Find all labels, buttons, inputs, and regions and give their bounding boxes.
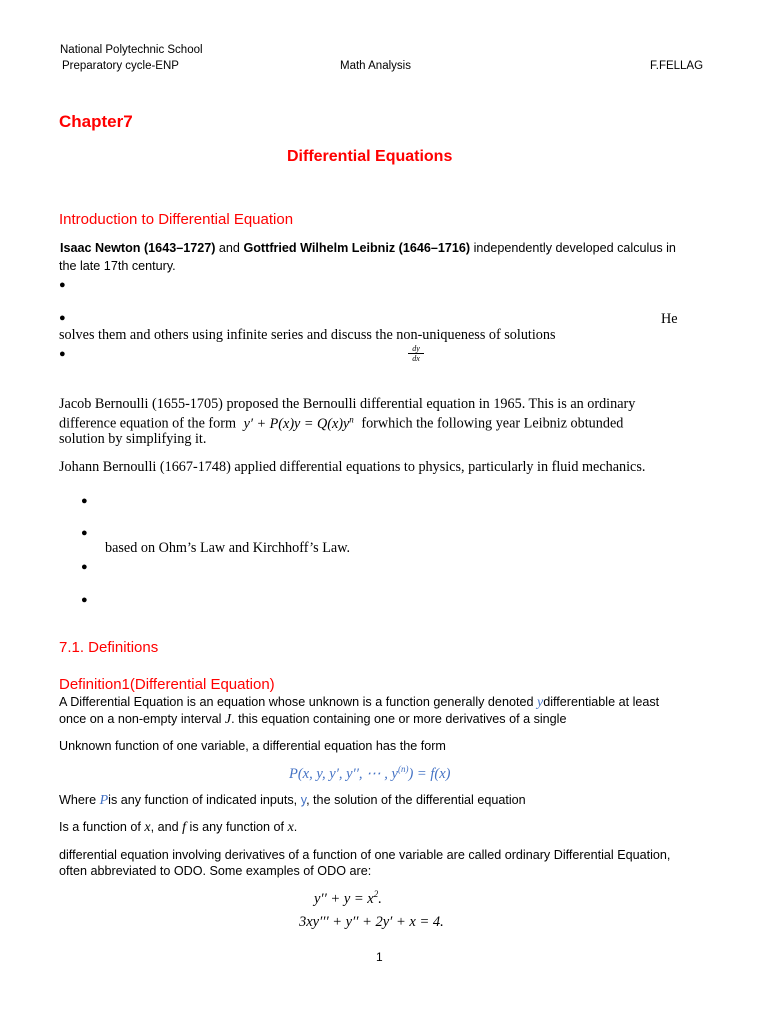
frac-den: dx <box>412 354 420 363</box>
func-d: . <box>293 820 298 834</box>
bullet-icon: ● <box>59 279 66 291</box>
ode-line2: often abbreviated to ODO. Some examples of ODO are: <box>59 864 372 878</box>
series-line: solves them and others using infinite series and discuss the non-uniqueness of solutions <box>59 327 556 343</box>
definition1-title: Definition1(Differential Equation) <box>59 676 275 693</box>
bernoulli-equation: $y' + P(x)y = Q(x)y^n$ <box>243 414 354 432</box>
leibniz-name: Gottfried Wilhelm Leibniz (1646–1716) <box>243 241 471 255</box>
johann-line: Johann Bernoulli (1667-1748) applied differential equations to physics, particularly in fluid mechanics. <box>59 459 646 475</box>
chapter-label: Chapter7 <box>59 112 133 131</box>
x-symbol: x <box>144 820 151 835</box>
f-symbol: f <box>182 820 187 835</box>
jacob-line2a: difference equation of the form <box>59 415 237 432</box>
function-line <box>59 820 297 836</box>
def-p1a: A Differential Equation is an equation whose unknown is a function generally denoted <box>59 695 534 709</box>
y-symbol-2: y <box>300 793 307 807</box>
dy-dx-fraction <box>408 344 424 363</box>
func-a: Is a function of <box>59 820 141 834</box>
func-c: is any function of <box>189 820 285 834</box>
ode-line1: differential equation involving derivatives of a function of one variable are called ordinary Differential Equation, <box>59 848 671 862</box>
intro-rest: independently developed calculus in <box>470 241 676 255</box>
and-text: and <box>215 241 244 255</box>
def-p1b: differentiable at least <box>543 695 660 709</box>
interval-symbol: J <box>224 712 232 727</box>
course-name: Math Analysis <box>340 60 411 72</box>
where-a: Where <box>59 793 97 807</box>
jacob-line2 <box>59 414 623 433</box>
y-symbol: y <box>536 695 544 710</box>
bullet-icon: ● <box>81 561 88 573</box>
jacob-line1: Jacob Bernoulli (1655-1705) proposed the Bernoulli differential equation in 1965. This is an ordinary <box>59 396 636 412</box>
definitions-heading: 7.1. Definitions <box>59 639 159 656</box>
def-paragraph-line1 <box>59 695 659 711</box>
bullet-icon: ● <box>59 312 66 324</box>
bullet-icon: ● <box>81 527 88 539</box>
def-p2a: once on a non-empty interval <box>59 712 222 726</box>
example-equation-1: $y'' + y = x^2$. <box>314 889 382 907</box>
where-line <box>59 793 526 809</box>
school-name: National Polytechnic School <box>60 44 203 56</box>
he-text: He <box>661 311 678 327</box>
bullet-icon: ● <box>59 348 66 360</box>
def-paragraph-line2 <box>59 712 566 728</box>
jacob-line2b: forwhich the following year Leibniz obtunded <box>361 415 624 432</box>
general-ode-form: P(x, y, y′, y′′, ⋯ , $y^{(n)}) = f(x)$ <box>289 764 451 782</box>
intro-line2: the late 17th century. <box>59 259 176 273</box>
func-b: , and <box>150 820 179 834</box>
cycle-name: Preparatory cycle-ENP <box>62 60 179 72</box>
page-title: Differential Equations <box>287 148 453 165</box>
intro-paragraph <box>60 241 676 255</box>
def-p2b: . this equation containing one or more derivatives of a single <box>231 712 567 726</box>
where-b: is any function of indicated inputs, <box>108 793 298 807</box>
bullet-icon: ● <box>81 495 88 507</box>
bullet-icon: ● <box>81 594 88 606</box>
where-c: , the solution of the differential equation <box>306 793 526 807</box>
intro-heading: Introduction to Differential Equation <box>59 211 294 228</box>
author-name: F.FELLAG <box>650 60 704 72</box>
def-paragraph-line3: Unknown function of one variable, a differential equation has the form <box>59 739 446 753</box>
jacob-line3: solution by simplifying it. <box>59 431 207 447</box>
p-symbol: P <box>99 793 109 808</box>
newton-name: Isaac Newton (1643–1727) <box>60 241 216 255</box>
x-symbol-2: x <box>287 820 294 835</box>
example-equation-2: 3xy′′′ + y′′ + 2y′ + x = 4. <box>299 914 444 930</box>
page-number: 1 <box>376 950 383 964</box>
ohm-line: based on Ohm’s Law and Kirchhoff’s Law. <box>105 540 351 556</box>
frac-num: dy <box>408 344 424 354</box>
